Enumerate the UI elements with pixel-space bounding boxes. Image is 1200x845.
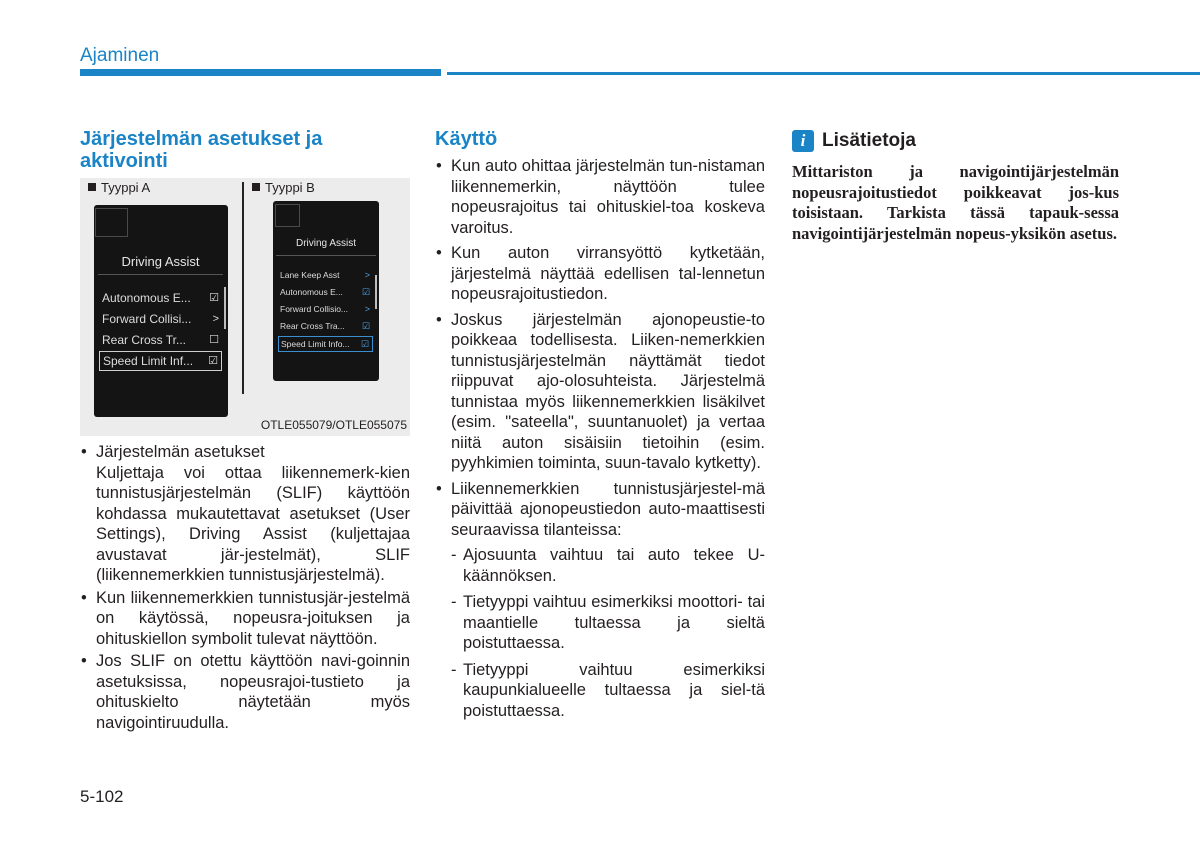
list-item [80,442,410,586]
screen-b-item-label: Autonomous E... [280,287,343,297]
checkbox-checked-icon: ☑ [361,287,370,297]
list-item [435,479,765,722]
type-b-text: Tyyppi B [265,180,315,195]
screen-b-item-selected [278,336,373,352]
checkbox-checked-icon: ☑ [209,292,219,304]
screen-b-item [278,302,373,318]
screen-b-item [278,285,373,301]
screen-type-b [273,201,379,381]
list-item: • Kun liikennemerkkien tunnistusjär-jestelmä on käytössä, nopeusra-joituksen ja ohituskiellon symbolit tulevat näyttöön. [80,588,410,650]
info-title: Lisätietoja [822,130,916,151]
screen-a-scrollbar [224,287,226,329]
screen-b-item-label: Forward Collisio... [280,304,349,314]
screen-a-item [99,331,222,351]
list-item: • Kun auton virransyöttö kytketään, järjestelmä näyttää edellisen tal-lennetun nopeusrajoitustiedon. [435,243,765,305]
bullet-text: Liikennemerkkien tunnistusjärjestel-mä päivittää ajonopeustiedon auto-maattisesti seuraavissa tilanteissa: [451,479,765,539]
figure-code: OTLE055079/OTLE055075 [260,418,407,432]
dash-item: - Tietyyppi vaihtuu esimerkiksi kaupunkialueelle tultaessa ja siel-tä poistuttaessa. [451,660,765,722]
screen-a-thumbnail [95,208,128,237]
screen-b-title: Driving Assist [276,238,376,256]
screen-a-item-selected [99,351,222,371]
checkbox-checked-icon: ☑ [360,339,369,349]
column-usage [435,128,765,727]
header-rule-thin [447,72,1200,75]
list-item: • Jos SLIF on otettu käyttöön navi-goinnin asetuksissa, nopeusrajoi-tustieto ja ohituskielto näytetään myös navigointiruudulla. [80,651,410,733]
screen-b-item-label: Speed Limit Info... [281,339,350,349]
heading-usage: Käyttö [435,128,498,150]
info-header [792,128,1119,154]
checkbox-checked-icon: ☑ [208,355,218,367]
screen-a-item-label: Rear Cross Tr... [102,333,187,347]
dash-item: - Tietyyppi vaihtuu esimerkiksi moottori- tai maantielle tultaessa ja sieltä poistuttaessa. [451,592,765,654]
bullet-text: Kuljettaja voi ottaa liikennemerk-kien tunnistusjärjestelmän (SLIF) käyttöön kohdassa mukautettavat asetukset (User Settings), Driving Assist (kuljettajaa avustavat jär-jestelmät), SLIF (liikennemerkkien tunnistusjärjestelmä). [96,463,410,584]
info-icon: i [792,130,814,152]
screen-b-item-label: Lane Keep Asst [280,270,340,280]
screen-a-item-label: Speed Limit Inf... [103,354,194,368]
heading-settings: Järjestelmän asetukset ja aktivointi [80,128,323,172]
section-title: Ajaminen [80,45,160,66]
list-item: • Joskus järjestelmän ajonopeustie-to poikkeaa todellisesta. Liiken-nemerkkien tunnistusjärjestelmän näyttämät tiedot riippuvat ajo-olosuhteista. Järjestelmä tunnistaa myös liikennemerkkien lisäkilvet (esim. "sateella", suuntanuolet) ja vertaa niitä auton sisäisiin tietoihin (esim. pyyhkimien toiminta, suun-tavalo kytketty). [435,310,765,474]
chevron-right-icon: > [364,270,370,280]
info-text: Mittariston ja navigointijärjestelmän nopeusrajoitustiedot poikkeavat jos-kus toisistaan. Tarkista tässä tapauk-sessa navigointijärjestelmän nopeus-yksikön asetus. [792,162,1119,243]
dash-item: - Ajosuunta vaihtuu tai auto tekee U-käännöksen. [451,545,765,586]
screen-b-item-label: Rear Cross Tra... [280,321,345,331]
checkbox-empty-icon: ☐ [209,334,219,346]
figure-divider [242,182,244,394]
usage-bullet-list [435,156,765,721]
screen-type-a [94,205,228,417]
settings-bullet-list [80,442,410,733]
info-box [792,128,1119,244]
screen-b-item [278,319,373,335]
square-bullet-icon [252,183,260,191]
settings-figure [80,178,410,436]
figure-label-type-b [252,180,315,195]
screen-a-item-label: Autonomous E... [102,291,191,305]
screen-b-thumbnail [275,204,300,227]
list-item: • Kun auto ohittaa järjestelmän tun-nistaman liikennemerkin, näyttöön tulee nopeusrajoitus tai ohituskiel-toa koskeva varoitus. [435,156,765,238]
screen-a-item-label: Forward Collisi... [102,312,192,326]
screen-a-item [99,310,222,330]
dash-list [451,545,765,721]
page-number: 5-102 [80,787,124,806]
column-settings [80,128,410,735]
screen-b-scrollbar [375,275,377,309]
screen-a-item [99,289,222,309]
square-bullet-icon [88,183,96,191]
bullet-title: • Järjestelmän asetukset [96,443,265,461]
screen-a-title: Driving Assist [98,254,223,275]
type-a-text: Tyyppi A [101,180,151,195]
chevron-right-icon: > [364,304,370,314]
header-rule-thick [80,69,441,76]
figure-label-type-a [88,180,150,195]
screen-b-item [278,268,373,284]
chevron-right-icon: > [212,313,219,325]
checkbox-checked-icon: ☑ [361,321,370,331]
